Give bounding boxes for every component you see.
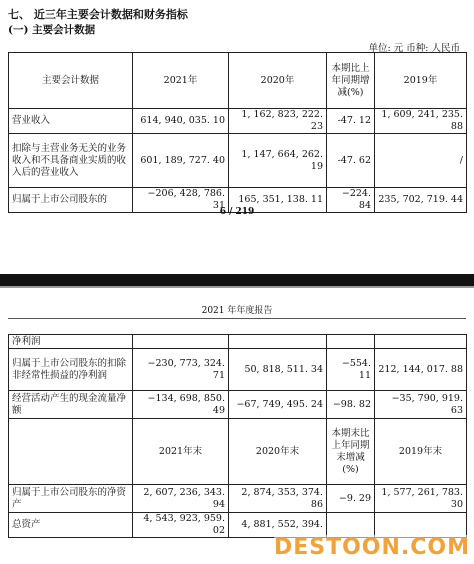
value-2021: 4, 543, 923, 959. 02	[133, 513, 229, 538]
table-row	[9, 134, 467, 188]
table-row	[9, 485, 467, 513]
row-label: 总资产	[9, 513, 133, 538]
header-change-end: 本期末比上年同期末增减(%)	[327, 419, 375, 485]
value-2019: /	[375, 134, 467, 188]
value-2021: −206, 428, 786. 31	[133, 188, 229, 213]
value-2021: −230, 773, 324. 71	[133, 349, 229, 391]
table-row	[9, 391, 467, 419]
row-label: 扣除与主营业务无关的业务收入和不具备商业实质的收入后的营业收入	[9, 134, 133, 188]
header-rule	[8, 318, 466, 319]
value-2019: 1, 609, 241, 235. 88	[375, 109, 467, 134]
value-2020: −67, 749, 495. 24	[229, 391, 327, 419]
table-header-row	[9, 53, 467, 109]
table-row	[9, 335, 467, 349]
unit-currency-note: 单位: 元 币种: 人民币	[368, 43, 460, 54]
header-2020: 2020年	[229, 53, 327, 109]
header-2021: 2021年	[133, 53, 229, 109]
page-break-bar	[0, 274, 474, 286]
row-label: 归属于上市公司股东的扣除非经常性损益的净利润	[9, 349, 133, 391]
header-item: 主要会计数据	[9, 53, 133, 109]
report-header: 2021 年年度报告	[201, 306, 273, 316]
header-2021-end: 2021年末	[133, 419, 229, 485]
value-2020: 4, 881, 552, 394.	[229, 513, 327, 538]
section-subtitle: (一) 主要会计数据	[8, 24, 96, 36]
value-change: −98. 82	[327, 391, 375, 419]
value-2019	[375, 513, 467, 538]
value-2019: 1, 577, 261, 783. 30	[375, 485, 467, 513]
header-2019-end: 2019年末	[375, 419, 467, 485]
value-2020: 50, 818, 511. 34	[229, 349, 327, 391]
table-header-row	[9, 419, 467, 485]
empty-cell	[9, 419, 133, 485]
value-2020: 1, 147, 664, 262. 19	[229, 134, 327, 188]
empty-cell	[327, 335, 375, 349]
value-change	[327, 513, 375, 538]
value-2021: −134, 698, 850. 49	[133, 391, 229, 419]
value-change: −224. 84	[327, 188, 375, 213]
value-2021: 2, 607, 236, 343. 94	[133, 485, 229, 513]
table-row	[9, 513, 467, 538]
table-row	[9, 349, 467, 391]
page-number: 6 / 219	[219, 207, 255, 217]
value-change: -47. 62	[327, 134, 375, 188]
empty-cell	[133, 335, 229, 349]
row-label: 归属于上市公司股东的	[9, 188, 133, 213]
value-2019: 212, 144, 017. 88	[375, 349, 467, 391]
page-break-shadow	[0, 286, 474, 288]
header-2020-end: 2020年末	[229, 419, 327, 485]
value-2021: 601, 189, 727. 40	[133, 134, 229, 188]
row-label: 营业收入	[9, 109, 133, 134]
row-label: 归属于上市公司股东的净资产	[9, 485, 133, 513]
value-change: −9. 29	[327, 485, 375, 513]
row-label: 净利润	[9, 335, 133, 349]
key-accounting-data-table	[8, 52, 467, 213]
watermark-logo: DESTOON.COM	[273, 535, 470, 560]
value-change: -47. 12	[327, 109, 375, 134]
value-2020: 165, 351, 138. 11	[229, 188, 327, 213]
value-2020: 2, 874, 353, 374. 86	[229, 485, 327, 513]
value-change: −554. 11	[327, 349, 375, 391]
header-2019: 2019年	[375, 53, 467, 109]
row-label: 经营活动产生的现金流量净额	[9, 391, 133, 419]
value-2021: 614, 940, 035. 10	[133, 109, 229, 134]
header-change: 本期比上年同期增减(%)	[327, 53, 375, 109]
table-row	[9, 109, 467, 134]
empty-cell	[229, 335, 327, 349]
section-title: 七、 近三年主要会计数据和财务指标	[8, 8, 188, 21]
value-2019: 235, 702, 719. 44	[375, 188, 467, 213]
key-accounting-data-table-continued	[8, 334, 467, 538]
value-2020: 1, 162, 823, 222. 23	[229, 109, 327, 134]
empty-cell	[375, 335, 467, 349]
value-2019: −35, 790, 919. 63	[375, 391, 467, 419]
